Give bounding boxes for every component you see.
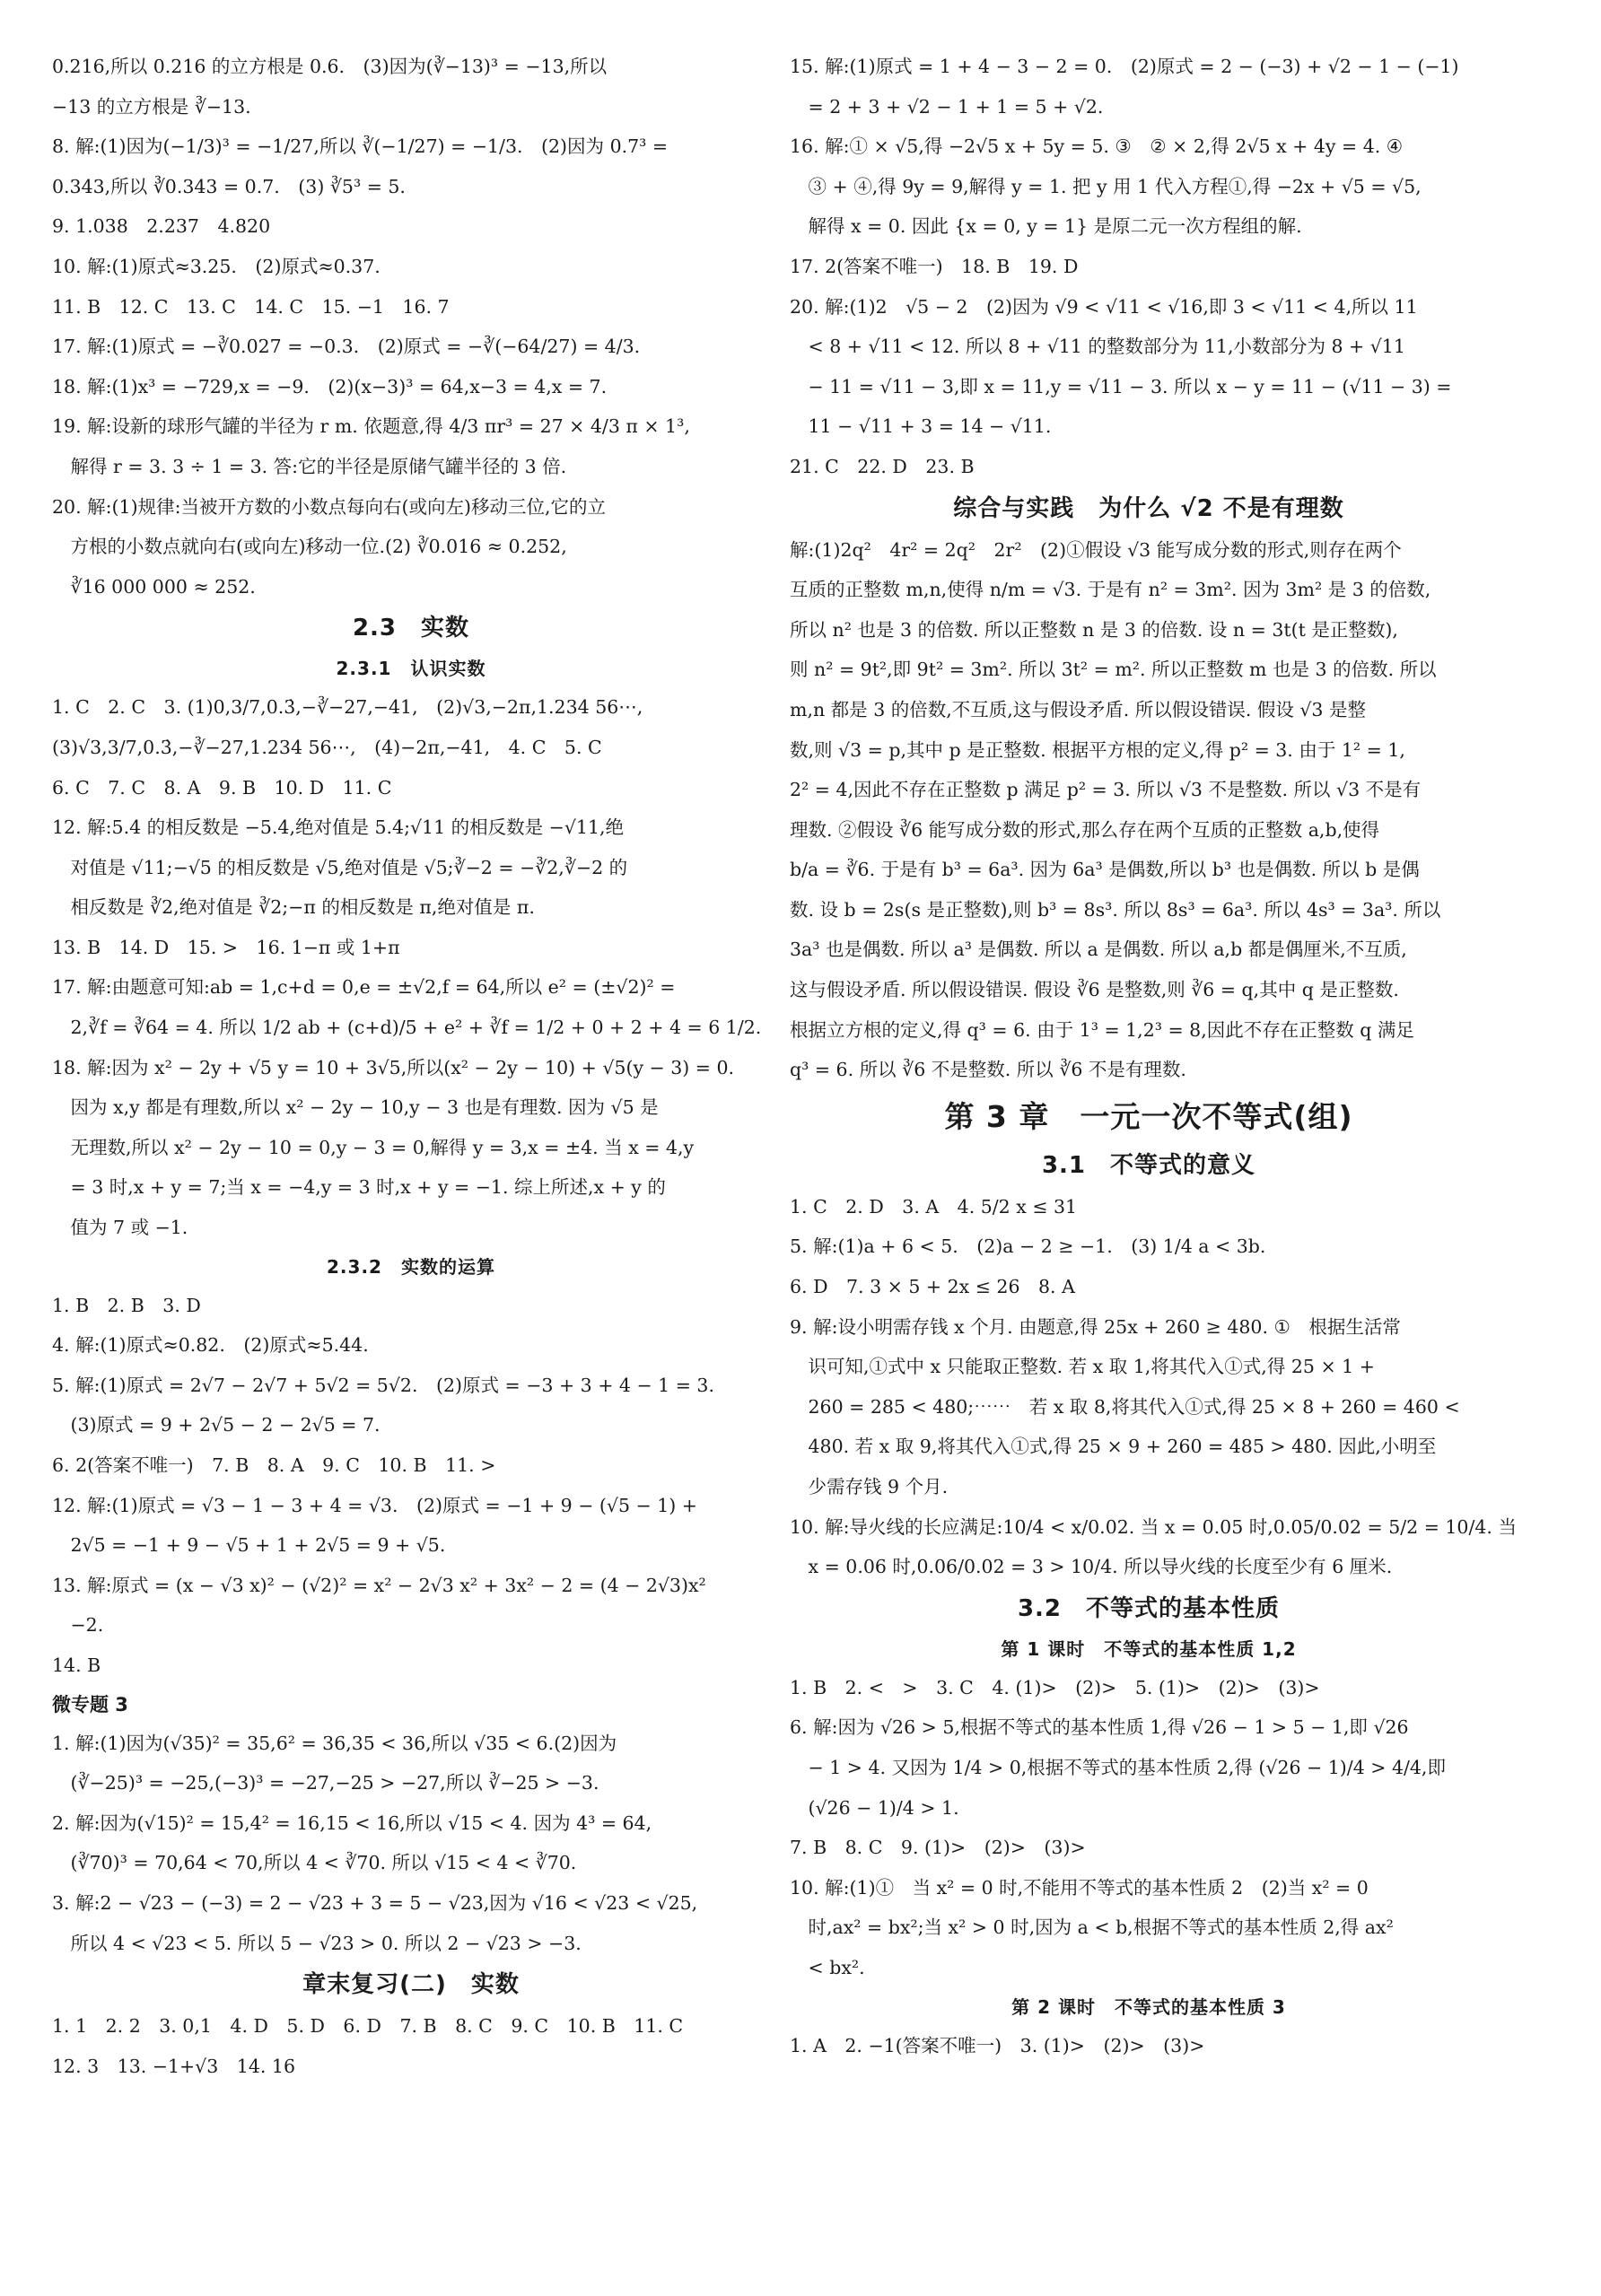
text-line: 时,ax² = bx²;当 x² > 0 时,因为 a < b,根据不等式的基本性质 2,得 ax² [790,1916,1394,1939]
text-line: 方根的小数点就向右(或向左)移动一位.(2) ∛0.016 ≈ 0.252, [52,536,567,558]
text-line: 6. C 7. C 8. A 9. B 10. D 11. C [52,776,392,799]
text-line: 1. B 2. B 3. D [52,1294,201,1316]
text-line: 8. 解:(1)因为(−1/3)³ = −1/27,所以 ∛(−1/27) = −1/3. (2)因为 0.7³ = [52,135,669,158]
text-line: 13. B 14. D 15. > 16. 1−π 或 1+π [52,936,400,958]
text-line: 则 n² = 9t²,即 9t² = 3m². 所以 3t² = m². 所以正整数 m 也是 3 的倍数. 所以 [790,659,1437,681]
text-line: 10. 解:(1)① 当 x² = 0 时,不能用不等式的基本性质 2 (2)当 x² = 0 [790,1876,1369,1899]
text-line: 2,∛f = ∛64 = 4. 所以 1/2 ab + (c+d)/5 + e² + ∛f = 1/2 + 0 + 2 + 4 = 6 1/2. [52,1017,762,1039]
text-line: − 11 = √11 − 3,即 x = 11,y = √11 − 3. 所以 x − y = 11 − (√11 − 3) = [790,375,1452,397]
subsection-title: 2.3.2 实数的运算 [327,1255,495,1278]
text-line: 1. 解:(1)因为(√35)² = 35,6² = 36,35 < 36,所以 √35 < 6.(2)因为 [52,1732,617,1754]
text-line: 20. 解:(1)2 √5 − 2 (2)因为 √9 < √11 < √16,即 3 < √11 < 4,所以 11 [790,295,1418,318]
section-title: 3.1 不等式的意义 [1041,1151,1256,1179]
text-line: 这与假设矛盾. 所以假设错误. 假设 ∛6 是整数,则 ∛6 = q,其中 q 是正整数. [790,979,1399,1001]
text-line: 对值是 √11;−√5 的相反数是 √5,绝对值是 √5;∛−2 = −∛2,∛−2 的 [52,856,628,878]
text-line: = 2 + 3 + √2 − 1 + 1 = 5 + √2. [790,95,1104,118]
section-title: 综合与实践 为什么 √2 不是有理数 [953,494,1344,522]
text-line: 解得 r = 3. 3 ÷ 1 = 3. 答:它的半径是原储气罐半径的 3 倍. [52,455,567,477]
text-line: 解:(1)2q² 4r² = 2q² 2r² (2)①假设 √3 能写成分数的形式,则存在两个 [790,538,1402,561]
text-line: 0.216,所以 0.216 的立方根是 0.6. (3)因为(∛−13)³ = −13,所以 [52,56,608,77]
text-line: 相反数是 ∛2,绝对值是 ∛2;−π 的相反数是 π,绝对值是 π. [52,896,535,919]
text-line: 16. 解:① × √5,得 −2√5 x + 5y = 5. ③ ② × 2,得 2√5 x + 4y = 4. ④ [790,135,1404,158]
text-line: < 8 + √11 < 12. 所以 8 + √11 的整数部分为 11,小数部分为 8 + √11 [790,336,1405,358]
text-line: 5. 解:(1)原式 = 2√7 − 2√7 + 5√2 = 5√2. (2)原式 = −3 + 3 + 4 − 1 = 3. [52,1374,714,1396]
text-line: ③ + ④,得 9y = 9,解得 y = 1. 把 y 用 1 代入方程①,得 −2x + √5 = √5, [790,175,1422,197]
text-line: 4. 解:(1)原式≈0.82. (2)原式≈5.44. [52,1334,369,1357]
chapter-title: 第 3 章 一元一次不等式(组) [944,1098,1353,1134]
text-line: 根据立方根的定义,得 q³ = 6. 由于 1³ = 1,2³ = 8,因此不存在正整数 q 满足 [790,1018,1414,1041]
text-line: < bx². [790,1956,865,1978]
text-line: 2² = 4,因此不存在正整数 p 满足 p² = 3. 所以 √3 不是整数. 所以 √3 不是有 [790,779,1422,801]
text-line: ∛16 000 000 ≈ 252. [52,575,256,598]
text-line: 数,则 √3 = p,其中 p 是正整数. 根据平方根的定义,得 p² = 3. 由于 1² = 1, [790,738,1405,761]
text-line: 2√5 = −1 + 9 − √5 + 1 + 2√5 = 9 + √5. [52,1534,446,1557]
text-line: 1. B 2. < > 3. C 4. (1)> (2)> 5. (1)> (2)> (3)> [790,1676,1320,1698]
text-line: 18. 解:因为 x² − 2y + √5 y = 10 + 3√5,所以(x² − 2y − 10) + √5(y − 3) = 0. [52,1056,735,1078]
text-line: x = 0.06 时,0.06/0.02 = 3 > 10/4. 所以导火线的长度至少有 6 厘米. [790,1556,1393,1578]
text-line: q³ = 6. 所以 ∛6 不是整数. 所以 ∛6 不是有理数. [790,1059,1186,1081]
text-line: 互质的正整数 m,n,使得 n/m = √3. 于是有 n² = 3m². 因为 3m² 是 3 的倍数, [790,579,1431,601]
text-line: 15. 解:(1)原式 = 1 + 4 − 3 − 2 = 0. (2)原式 = 2 − (−3) + √2 − 1 − (−1) [790,56,1459,77]
text-line: 值为 7 或 −1. [52,1217,188,1239]
text-line: −2. [52,1614,104,1637]
text-line: b/a = ∛6. 于是有 b³ = 6a³. 因为 6a³ 是偶数,所以 b³ 也是偶数. 所以 b 是偶 [790,859,1420,881]
text-line: (∛70)³ = 70,64 < 70,所以 4 < ∛70. 所以 √15 < 4 < ∛70. [52,1852,577,1874]
text-line: 14. B [52,1654,101,1676]
text-line: 6. D 7. 3 × 5 + 2x ≤ 26 8. A [790,1276,1075,1298]
text-line: 18. 解:(1)x³ = −729,x = −9. (2)(x−3)³ = 64,x−3 = 4,x = 7. [52,375,608,397]
text-line: 19. 解:设新的球形气罐的半径为 r m. 依题意,得 4/3 πr³ = 27 × 4/3 π × 1³, [52,415,690,438]
text-line: 11 − √11 + 3 = 14 − √11. [790,415,1052,438]
text-line: 解得 x = 0. 因此 {x = 0, y = 1} 是原二元一次方程组的解. [790,215,1302,238]
text-line: (3)√3,3/7,0.3̇,−∛−27,1.234 56⋯, (4)−2π,−41, 4. C 5. C [52,736,602,758]
section-title: 章末复习(二) 实数 [302,1971,520,1999]
text-line: 13. 解:原式 = (x − √3 x)² − (√2)² = x² − 2√3 x² + 3x² − 2 = (4 − 2√3)x² [52,1574,706,1596]
text-line: 17. 解:由题意可知:ab = 1,c+d = 0,e = ±√2,f = 64,所以 e² = (±√2)² = [52,976,676,999]
text-line: 3. 解:2 − √23 − (−3) = 2 − √23 + 3 = 5 − √23,因为 √16 < √23 < √25, [52,1891,698,1914]
left-column [52,47,770,2086]
subsection-title: 第 1 课时 不等式的基本性质 1,2 [1001,1637,1297,1660]
text-line: 20. 解:(1)规律:当被开方数的小数点每向右(或向左)移动三位,它的立 [52,495,606,518]
text-line: 1. C 2. D 3. A 4. 5/2 x ≤ 31 [790,1195,1078,1218]
text-line: 6. 解:因为 √26 > 5,根据不等式的基本性质 1,得 √26 − 1 > 5 − 1,即 √26 [790,1716,1409,1739]
text-line: 无理数,所以 x² − 2y − 10 = 0,y − 3 = 0,解得 y = 3,x = ±4. 当 x = 4,y [52,1136,695,1158]
text-line: 5. 解:(1)a + 6 < 5. (2)a − 2 ≥ −1. (3) 1/4 a < 3b. [790,1235,1266,1258]
text-line: 7. B 8. C 9. (1)> (2)> (3)> [790,1837,1086,1859]
text-line: m,n 都是 3 的倍数,不互质,这与假设矛盾. 所以假设错误. 假设 √3 是整 [790,698,1366,720]
text-line: 识可知,①式中 x 只能取正整数. 若 x 取 1,将其代入①式,得 25 × 1 + [790,1356,1375,1378]
text-line: 1. A 2. −1(答案不唯一) 3. (1)> (2)> (3)> [790,2034,1205,2056]
text-line: −13 的立方根是 ∛−13. [52,95,251,118]
text-line: 所以 n² 也是 3 的倍数. 所以正整数 n 是 3 的倍数. 设 n = 3t(t 是正整数), [790,618,1398,641]
text-line: 10. 解:导火线的长应满足:10/4 < x/0.02. 当 x = 0.05 时,0.05/0.02 = 5/2 = 10/4. 当 [790,1515,1517,1538]
text-line: 3a³ 也是偶数. 所以 a³ 是偶数. 所以 a 是偶数. 所以 a,b 都是偶厘米,不互质, [790,938,1407,961]
text-line: 21. C 22. D 23. B [790,455,975,477]
text-line: 17. 解:(1)原式 = −∛0.027 = −0.3. (2)原式 = −∛(−64/27) = 4/3. [52,336,641,358]
text-line: 17. 2(答案不唯一) 18. B 19. D [790,255,1079,277]
text-line: 1. 1 2. 2 3. 0,1 4. D 5. D 6. D 7. B 8. C 9. C 10. B 11. C [52,2015,684,2038]
right-column [790,47,1517,2065]
text-line: 11. B 12. C 13. C 14. C 15. −1 16. 7 [52,295,450,318]
text-line: 1. C 2. C 3. (1)0,3/7,0.3̇,−∛−27,−41, (2)√3,−2π,1.234 56⋯, [52,696,643,719]
text-line: 12. 3 13. −1+√3 14. 16 [52,2055,295,2077]
text-line: (√26 − 1)/4 > 1. [790,1796,959,1819]
text-line: 所以 4 < √23 < 5. 所以 5 − √23 > 0. 所以 2 − √23 > −3. [52,1932,582,1954]
text-line: 理数. ②假设 ∛6 能写成分数的形式,那么存在两个互质的正整数 a,b,使得 [790,818,1380,841]
text-line: − 1 > 4. 又因为 1/4 > 0,根据不等式的基本性质 2,得 (√26 − 1)/4 > 4/4,即 [790,1756,1446,1778]
text-line: 少需存钱 9 个月. [790,1476,949,1497]
text-line: 9. 解:设小明需存钱 x 个月. 由题意,得 25x + 260 ≥ 480. ① 根据生活常 [790,1315,1401,1338]
text-line: 2. 解:因为(√15)² = 15,4² = 16,15 < 16,所以 √15 < 4. 因为 4³ = 64, [52,1811,652,1834]
text-line: 10. 解:(1)原式≈3.25. (2)原式≈0.37. [52,255,381,277]
text-line: 480. 若 x 取 9,将其代入①式,得 25 × 9 + 260 = 485 > 480. 因此,小明至 [790,1436,1437,1458]
text-line: 9. 1.038 2.237 4.820 [52,215,271,238]
section-title: 3.2 不等式的基本性质 [1017,1594,1281,1622]
subsection-title: 第 2 课时 不等式的基本性质 3 [1011,1995,1286,2018]
text-line: 6. 2(答案不唯一) 7. B 8. A 9. C 10. B 11. > [52,1454,496,1476]
text-line: 因为 x,y 都是有理数,所以 x² − 2y − 10,y − 3 也是有理数. 因为 √5 是 [52,1096,659,1119]
text-line: 260 = 285 < 480;⋯⋯ 若 x 取 8,将其代入①式,得 25 × 8 + 260 = 460 < [790,1395,1460,1418]
section-title: 2.3 实数 [352,615,470,642]
text-line: 0.343,所以 ∛0.343 = 0.7. (3) ∛5³ = 5. [52,175,406,197]
text-line: = 3 时,x + y = 7;当 x = −4,y = 3 时,x + y = −1. 综上所述,x + y 的 [52,1176,666,1199]
subsection-title: 2.3.1 认识实数 [336,658,486,680]
text-line: (3)原式 = 9 + 2√5 − 2 − 2√5 = 7. [52,1414,381,1436]
text-line: 12. 解:5.4 的相反数是 −5.4,绝对值是 5.4;√11 的相反数是 −√11,绝 [52,816,625,839]
text-line: (∛−25)³ = −25,(−3)³ = −27,−25 > −27,所以 ∛−25 > −3. [52,1772,599,1794]
topic-title: 微专题 3 [52,1693,128,1715]
text-line: 数. 设 b = 2s(s 是正整数),则 b³ = 8s³. 所以 8s³ = 6a³. 所以 4s³ = 3a³. 所以 [790,898,1441,921]
text-line: 12. 解:(1)原式 = √3 − 1 − 3 + 4 = √3. (2)原式 = −1 + 9 − (√5 − 1) + [52,1494,697,1516]
